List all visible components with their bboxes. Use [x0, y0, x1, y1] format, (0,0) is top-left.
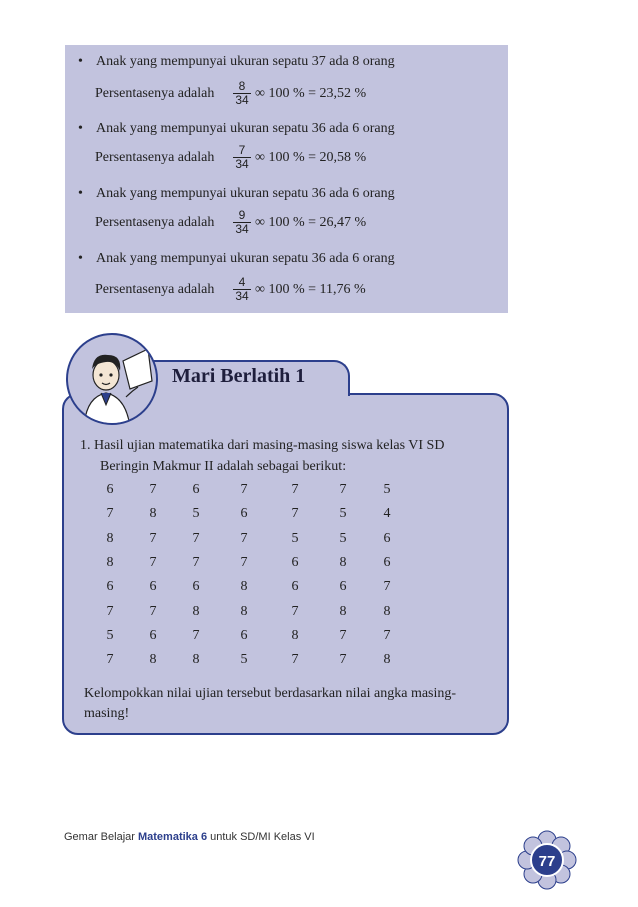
table-cell: 7 [240, 482, 248, 497]
table-cell: 7 [339, 652, 347, 668]
numerator: 8 [233, 80, 251, 94]
table-cell: 7 [291, 482, 299, 497]
page-number: 77 [538, 853, 556, 870]
percent-label: Persentasenya adalah [95, 215, 215, 230]
exercise-title: Mari Berlatih 1 [172, 365, 306, 387]
table-cell: 7 [106, 603, 114, 619]
table-cell: 8 [339, 554, 347, 570]
table-cell: 7 [291, 506, 299, 522]
fraction [233, 209, 251, 236]
numerator: 9 [233, 209, 251, 223]
table-cell: 6 [192, 482, 200, 497]
table-cell: 6 [339, 579, 347, 595]
table-cell: 5 [339, 506, 347, 522]
table-cell: 8 [106, 530, 114, 546]
table-cell: 6 [383, 554, 391, 570]
stat-bullet-2: • Anak yang mempunyai ukuran sepatu 36 ada 6 orang [78, 121, 395, 136]
table-cell: 5 [192, 506, 200, 522]
table-cell: 6 [192, 579, 200, 595]
table-cell: 7 [383, 579, 391, 595]
table-cell: 8 [291, 627, 299, 643]
table-cell: 7 [149, 554, 157, 570]
student-avatar-icon [66, 333, 158, 425]
footer-subject: Matematika 6 [137, 831, 208, 843]
table-cell: 6 [291, 554, 299, 570]
table-cell: 8 [106, 554, 114, 570]
table-cell: 7 [339, 627, 347, 643]
table-cell: 5 [106, 627, 114, 643]
percent-result: ∞ 100 % = 11,76 % [255, 282, 366, 297]
denominator: 34 [235, 289, 249, 303]
table-cell: 7 [149, 603, 157, 619]
table-cell: 6 [240, 627, 248, 643]
denominator: 34 [235, 157, 249, 171]
percent-result: ∞ 100 % = 26,47 % [255, 215, 367, 230]
table-cell: 8 [149, 506, 157, 522]
table-cell: 8 [339, 603, 347, 619]
table-cell: 8 [192, 603, 200, 619]
table-cell: 8 [240, 579, 248, 595]
page-number-badge [517, 830, 577, 890]
footer-suffix: untuk SD/MI Kelas VI [207, 831, 315, 843]
question-line-1: 1. Hasil ujian matematika dari masing-masing siswa kelas VI SD [80, 438, 445, 453]
table-cell: 7 [291, 652, 299, 668]
table-cell: 5 [383, 482, 391, 497]
table-cell: 7 [291, 603, 299, 619]
question-line-2: Beringin Makmur II adalah sebagai berikut: [100, 459, 347, 474]
numerator: 7 [233, 144, 251, 158]
table-cell: 4 [383, 506, 391, 522]
denominator: 34 [235, 93, 249, 107]
table-cell: 5 [291, 530, 299, 546]
percent-result: ∞ 100 % = 23,52 % [255, 86, 367, 101]
table-cell: 7 [106, 652, 114, 668]
table-cell: 7 [240, 530, 248, 546]
fraction [233, 276, 251, 303]
table-cell: 7 [192, 554, 200, 570]
fraction [233, 144, 251, 171]
table-cell: 7 [192, 627, 200, 643]
fraction [233, 80, 251, 107]
instruction-line-1: Kelompokkan nilai ujian tersebut berdasarkan nilai angka masing- [84, 686, 457, 701]
table-cell: 8 [192, 652, 200, 668]
denominator: 34 [235, 222, 249, 236]
table-cell: 5 [240, 652, 248, 668]
book-footer [64, 831, 315, 843]
table-cell: 8 [149, 652, 157, 668]
table-cell: 6 [240, 506, 248, 522]
stat-bullet-3: • Anak yang mempunyai ukuran sepatu 36 ada 6 orang [78, 186, 395, 201]
table-cell: 8 [240, 603, 248, 619]
stat-bullet-text: Anak yang mempunyai ukuran sepatu 37 ada 8 orang [96, 54, 395, 69]
table-cell: 7 [383, 627, 391, 643]
stat-bullet-1: • Anak yang mempunyai ukuran sepatu 37 ada 8 orang [78, 54, 395, 69]
instruction-line-2: masing! [84, 706, 130, 721]
footer-prefix: Gemar Belajar [64, 831, 138, 843]
table-cell: 7 [192, 530, 200, 546]
table-cell: 6 [383, 530, 391, 546]
stat-bullet-text: Anak yang mempunyai ukuran sepatu 36 ada 6 orang [96, 251, 395, 266]
table-cell: 8 [383, 652, 391, 668]
stat-bullet-text: Anak yang mempunyai ukuran sepatu 36 ada 6 orang [96, 186, 395, 201]
table-cell: 7 [106, 506, 114, 522]
stat-bullet-4: • Anak yang mempunyai ukuran sepatu 36 ada 6 orang [78, 251, 395, 266]
percent-label: Persentasenya adalah [95, 282, 215, 297]
stat-bullet-text: Anak yang mempunyai ukuran sepatu 36 ada 6 orang [96, 121, 395, 136]
table-cell: 6 [149, 579, 157, 595]
student-illustration-icon [68, 335, 158, 425]
flower-badge-icon [517, 830, 577, 890]
table-cell: 7 [339, 482, 347, 497]
table-cell: 6 [106, 482, 114, 497]
percent-label: Persentasenya adalah [95, 86, 215, 101]
table-cell: 7 [149, 482, 157, 497]
table-cell: 6 [149, 627, 157, 643]
table-cell: 6 [291, 579, 299, 595]
percent-label: Persentasenya adalah [95, 150, 215, 165]
table-cell: 6 [106, 579, 114, 595]
numerator: 4 [233, 276, 251, 290]
table-cell: 5 [339, 530, 347, 546]
table-cell: 7 [240, 554, 248, 570]
table-cell: 8 [383, 603, 391, 619]
table-cell: 7 [149, 530, 157, 546]
percent-result: ∞ 100 % = 20,58 % [255, 150, 367, 165]
